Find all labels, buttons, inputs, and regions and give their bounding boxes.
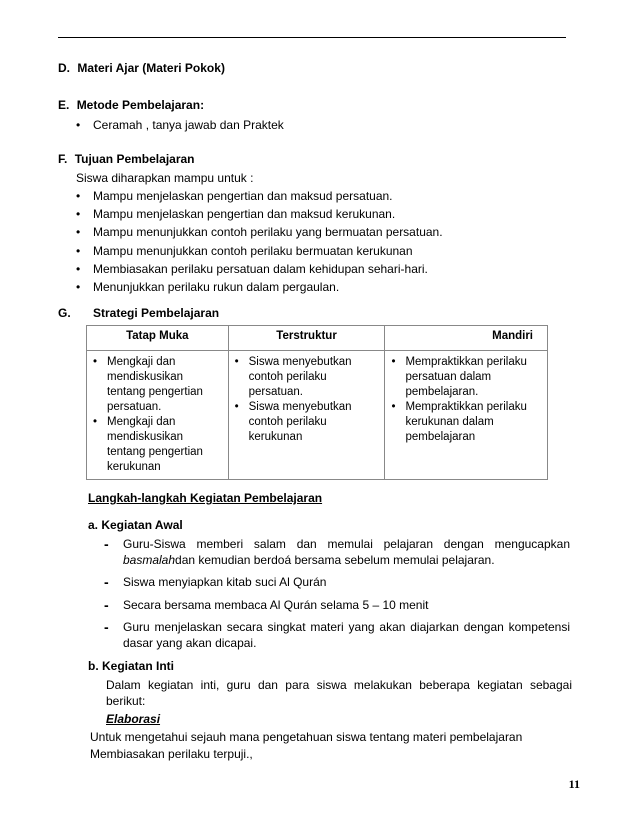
- elaborasi-title: Elaborasi: [106, 712, 161, 726]
- list-item: - Secara bersama membaca Al Qurán selama 5 – 10 menit: [104, 597, 570, 613]
- list-item: • Membiasakan perilaku persatuan dalam kehidupan sehari-hari.: [73, 261, 543, 277]
- list-item: • Mempraktikkan perilaku persatuan dalam pembelajaran.: [389, 355, 541, 400]
- table-header-terstruktur: Terstruktur: [228, 326, 385, 351]
- section-e-title: Metode Pembelajaran:: [76, 98, 205, 112]
- list-item: • Siswa menyebutkan contoh perilaku kerukunan: [233, 400, 379, 445]
- elaborasi-line-2: Membiasakan perilaku terpuji.,: [90, 747, 253, 761]
- list-item: • Ceramah , tanya jawab dan Praktek: [73, 117, 284, 133]
- list-item: • Mempraktikkan perilaku kerukunan dalam pembelajaran: [389, 400, 541, 445]
- section-f-label: F.: [58, 152, 68, 166]
- section-g-heading: [58, 305, 219, 321]
- list-item: • Mampu menunjukkan contoh perilaku bermuatan kerukunan: [73, 243, 543, 259]
- list-item: • Siswa menyebutkan contoh perilaku persatuan.: [233, 355, 379, 400]
- section-e-list: [73, 117, 284, 135]
- list-item: • Mampu menjelaskan pengertian dan maksud kerukunan.: [73, 206, 543, 222]
- langkah-title: Langkah-langkah Kegiatan Pembelajaran: [88, 491, 323, 505]
- list-item: [104, 536, 570, 568]
- cell-list: [233, 355, 379, 445]
- header-rule: [58, 37, 566, 38]
- section-f-heading: [58, 151, 195, 167]
- section-f-title: Tujuan Pembelajaran: [74, 152, 195, 166]
- cell-list: [91, 355, 222, 475]
- table-header-mandiri: Mandiri: [385, 326, 548, 351]
- kegiatan-awal-list: [104, 536, 570, 657]
- list-item: - Guru menjelaskan secara singkat materi yang akan diajarkan dengan kompetensi dasar yang akan dicapai.: [104, 619, 570, 651]
- list-item: • Mampu menjelaskan pengertian dan maksud persatuan.: [73, 188, 543, 204]
- table-cell-mandiri: [385, 351, 548, 480]
- section-f-list: [73, 188, 543, 297]
- section-d-label: D.: [58, 61, 70, 75]
- list-item: • Mengkaji dan mendiskusikan tentang pengertian persatuan.: [91, 355, 222, 415]
- list-item: • Mampu menunjukkan contoh perilaku yang bermuatan persatuan.: [73, 224, 543, 240]
- cell-list: [389, 355, 541, 445]
- strategy-table: [86, 325, 548, 480]
- section-g-title: Strategi Pembelajaran: [93, 306, 220, 320]
- section-e-label: E.: [58, 98, 70, 112]
- awal-item-1b: dan kemudian berdoá bersama sebelum memulai pelajaran.: [175, 553, 495, 568]
- strategy-table-wrapper: [86, 325, 548, 480]
- list-item: • Mengkaji dan mendiskusikan tentang pengertian kerukunan: [91, 415, 222, 475]
- elaborasi-line-1: Untuk mengetahui sejauh mana pengetahuan siswa tentang materi pembelajaran: [90, 730, 523, 744]
- list-item: • Menunjukkan perilaku rukun dalam pergaulan.: [73, 279, 543, 295]
- table-row: [87, 351, 548, 480]
- table-header-tatap-muka: Tatap Muka: [87, 326, 229, 351]
- section-f-intro: Siswa diharapkan mampu untuk :: [76, 171, 254, 185]
- kegiatan-inti-title: b. Kegiatan Inti: [88, 659, 175, 673]
- list-item: - Siswa menyiapkan kitab suci Al Qurán: [104, 574, 570, 590]
- section-d-title: Materi Ajar (Materi Pokok): [77, 61, 225, 75]
- page-number: 11: [568, 777, 580, 791]
- section-e-heading: [58, 97, 204, 113]
- table-cell-tatap-muka: [87, 351, 229, 480]
- table-cell-terstruktur: [228, 351, 385, 480]
- kegiatan-awal-title: a. Kegiatan Awal: [88, 518, 183, 532]
- awal-item-1a: Guru-Siswa memberi salam dan memulai pelajaran dengan mengucapkan: [123, 537, 570, 551]
- section-d-heading: [58, 60, 225, 76]
- awal-item-1-italic: basmalah: [123, 553, 176, 568]
- section-g-label: G.: [58, 306, 71, 320]
- kegiatan-inti-text: Dalam kegiatan inti, guru dan para siswa melakukan beberapa kegiatan sebagai berikut:: [106, 678, 572, 709]
